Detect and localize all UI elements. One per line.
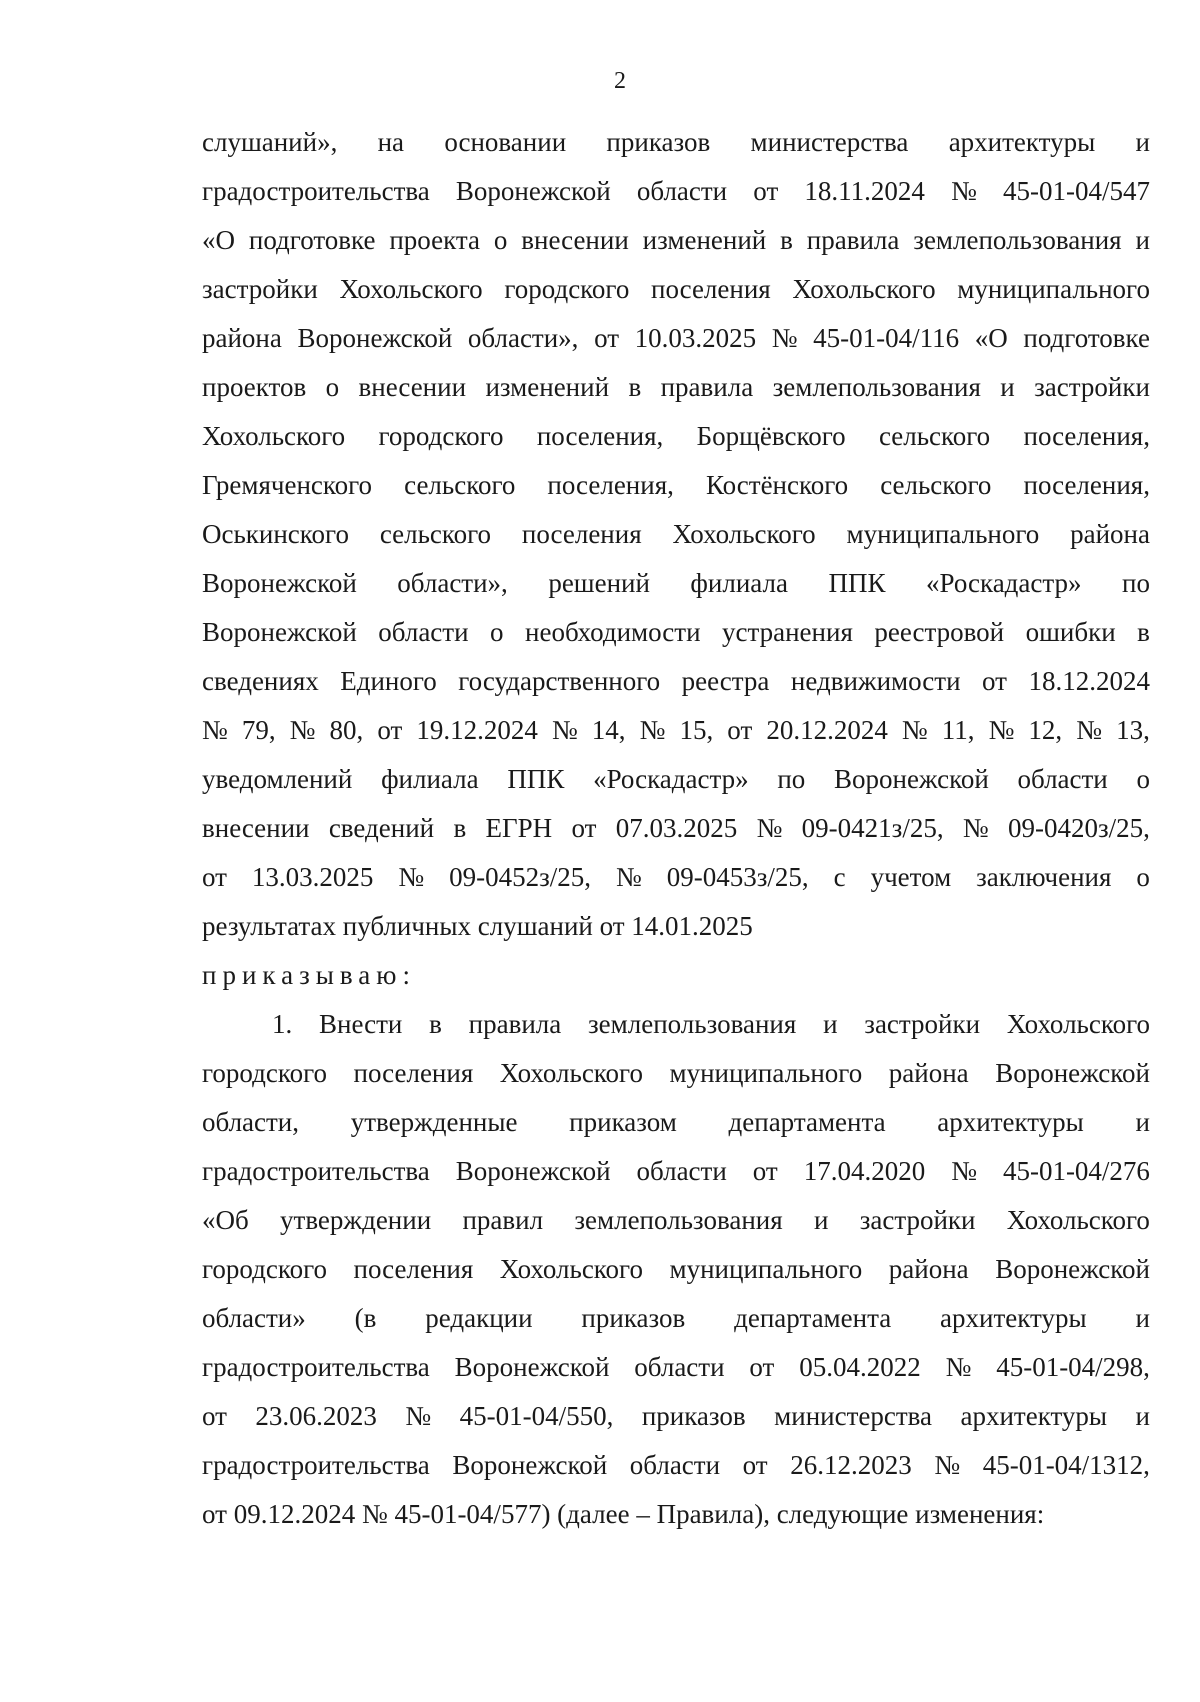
word: поселения bbox=[521, 519, 642, 549]
word: правила bbox=[468, 1009, 562, 1039]
text-line bbox=[202, 265, 1150, 314]
word: 13.03.2025 bbox=[251, 862, 374, 892]
word: Воронежской bbox=[202, 568, 357, 598]
word: градостроительства bbox=[202, 1450, 430, 1480]
text-line bbox=[202, 1049, 1150, 1098]
text-line bbox=[202, 1098, 1150, 1147]
word: ошибки bbox=[1025, 617, 1116, 647]
word: № bbox=[988, 715, 1015, 745]
word: Хохольского bbox=[792, 274, 936, 304]
word: ППК bbox=[828, 568, 886, 598]
word: № bbox=[616, 862, 642, 892]
word: 09-0453з/25, bbox=[666, 862, 809, 892]
word: о bbox=[325, 372, 340, 402]
word: изменений bbox=[485, 372, 610, 402]
word: 45-01-04/276 bbox=[1002, 1156, 1150, 1186]
document-body bbox=[202, 118, 1150, 1539]
word: 26.12.2023 bbox=[790, 1450, 912, 1480]
text-line-last: результатах публичных слушаний от 14.01.2025 bbox=[202, 911, 753, 941]
paragraph-basis bbox=[202, 118, 1150, 951]
word: о bbox=[490, 617, 504, 647]
word: (в bbox=[354, 1303, 377, 1333]
word: ЕГРН bbox=[485, 813, 553, 843]
word: реестра bbox=[681, 666, 770, 696]
word: основании bbox=[444, 127, 567, 157]
word: Воронежской bbox=[995, 1058, 1150, 1088]
word: приказов bbox=[581, 1303, 686, 1333]
word: архитектуры bbox=[960, 1401, 1108, 1431]
word: 1. bbox=[272, 1009, 293, 1039]
word: района bbox=[1070, 519, 1150, 549]
text-line bbox=[202, 706, 1150, 755]
text-line bbox=[202, 853, 1150, 902]
word: «Об bbox=[202, 1205, 249, 1235]
word: 13, bbox=[1116, 715, 1150, 745]
word: о bbox=[1136, 764, 1150, 794]
word: поселения bbox=[651, 274, 771, 304]
word: градостроительства bbox=[202, 1156, 430, 1186]
word: от bbox=[982, 666, 1007, 696]
word: 20.12.2024 bbox=[766, 715, 888, 745]
word: области, bbox=[202, 1107, 300, 1137]
word: землепользования bbox=[772, 372, 981, 402]
word: № bbox=[951, 176, 977, 206]
word: проектов bbox=[202, 372, 307, 402]
word: Хохольского bbox=[672, 519, 816, 549]
word: застройки bbox=[864, 1009, 981, 1039]
word: департамента bbox=[728, 1107, 886, 1137]
text-line bbox=[202, 804, 1150, 853]
word: 09-0420з/25, bbox=[1008, 813, 1150, 843]
word: и bbox=[1000, 372, 1015, 402]
word: приказов bbox=[606, 127, 711, 157]
word: с bbox=[833, 862, 846, 892]
word: 09-0452з/25, bbox=[449, 862, 592, 892]
word: государственного bbox=[458, 666, 661, 696]
word: сельского bbox=[404, 470, 516, 500]
word: внесении bbox=[358, 372, 467, 402]
word: № bbox=[771, 323, 798, 353]
word: поселения, bbox=[1023, 421, 1150, 451]
text-line bbox=[202, 363, 1150, 412]
word: района bbox=[202, 323, 282, 353]
word: по bbox=[777, 764, 806, 794]
word: 45-01-04/550, bbox=[459, 1401, 614, 1431]
word: от bbox=[749, 1352, 775, 1382]
word: и bbox=[1135, 1107, 1150, 1137]
word: № bbox=[901, 715, 928, 745]
word: № bbox=[756, 813, 783, 843]
word: городского bbox=[504, 274, 630, 304]
text-line bbox=[202, 657, 1150, 706]
word: 15, bbox=[679, 715, 714, 745]
word: и bbox=[823, 1009, 838, 1039]
word: сведений bbox=[328, 813, 435, 843]
word: от bbox=[753, 176, 779, 206]
word: Воронежской bbox=[452, 1450, 608, 1480]
word: изменений bbox=[642, 225, 767, 255]
word: Хохольского bbox=[202, 421, 346, 451]
word: правила bbox=[660, 372, 754, 402]
word: муниципального bbox=[846, 519, 1040, 549]
word: учетом bbox=[870, 862, 952, 892]
word: области bbox=[629, 1450, 721, 1480]
word: о bbox=[493, 225, 508, 255]
word: 09-0421з/25, bbox=[801, 813, 944, 843]
text-line bbox=[202, 461, 1150, 510]
word: уведомлений bbox=[202, 764, 353, 794]
word: и bbox=[813, 1205, 829, 1235]
word: на bbox=[377, 127, 405, 157]
word: 12, bbox=[1028, 715, 1063, 745]
word: филиала bbox=[690, 568, 788, 598]
word: правил bbox=[462, 1205, 544, 1235]
paragraph-item-1 bbox=[202, 1000, 1150, 1539]
word: № bbox=[551, 715, 578, 745]
word: сельского bbox=[880, 470, 992, 500]
text-line bbox=[202, 1392, 1150, 1441]
text-line bbox=[202, 559, 1150, 608]
text-line bbox=[202, 1343, 1150, 1392]
word: от bbox=[202, 1401, 227, 1431]
word: № bbox=[202, 715, 228, 745]
word: «Роскадастр» bbox=[925, 568, 1082, 598]
word: Хохольского bbox=[499, 1254, 643, 1284]
word: городского bbox=[202, 1058, 327, 1088]
text-line-last: от 09.12.2024 № 45-01-04/577) (далее – Правила), следующие изменения: bbox=[202, 1499, 1045, 1529]
word: области bbox=[378, 617, 469, 647]
word: 79, bbox=[241, 715, 276, 745]
word: Воронежской bbox=[833, 764, 989, 794]
text-line bbox=[202, 314, 1150, 363]
word: городского bbox=[378, 421, 504, 451]
word: городского bbox=[202, 1254, 327, 1284]
word: «О bbox=[974, 323, 1008, 353]
text-line bbox=[202, 1245, 1150, 1294]
word: недвижимости bbox=[790, 666, 961, 696]
word: Воронежской bbox=[454, 1352, 610, 1382]
word: от bbox=[377, 715, 403, 745]
word: Единого bbox=[340, 666, 437, 696]
text-line bbox=[202, 1196, 1150, 1245]
word: муниципального bbox=[957, 274, 1150, 304]
word: № bbox=[962, 813, 989, 843]
word: от bbox=[752, 1156, 778, 1186]
word: и bbox=[1135, 225, 1150, 255]
word: слушаний», bbox=[202, 127, 338, 157]
word: градостроительства bbox=[202, 176, 430, 206]
word: 11, bbox=[941, 715, 975, 745]
word: землепользования bbox=[588, 1009, 797, 1039]
word: Хохольского bbox=[499, 1058, 643, 1088]
word: Воронежской bbox=[297, 323, 453, 353]
word: застройки bbox=[1034, 372, 1150, 402]
word: 23.06.2023 bbox=[255, 1401, 377, 1431]
word: 18.11.2024 bbox=[804, 176, 925, 206]
word: сельского bbox=[379, 519, 492, 549]
word: 18.12.2024 bbox=[1028, 666, 1150, 696]
text-line bbox=[202, 216, 1150, 265]
word: от bbox=[594, 323, 620, 353]
word: внесении bbox=[202, 813, 310, 843]
word: филиала bbox=[381, 764, 479, 794]
word: утвержденные bbox=[350, 1107, 518, 1137]
word: внесении bbox=[521, 225, 629, 255]
word: области bbox=[636, 176, 728, 206]
text-line bbox=[202, 755, 1150, 804]
word: сведениях bbox=[202, 666, 319, 696]
page-number: 2 bbox=[614, 68, 626, 94]
word: приказом bbox=[569, 1107, 677, 1137]
word: от bbox=[742, 1450, 768, 1480]
word: 10.03.2025 bbox=[634, 323, 757, 353]
word: № bbox=[405, 1401, 432, 1431]
text-line bbox=[202, 510, 1150, 559]
word: утверждении bbox=[280, 1205, 432, 1235]
text-line bbox=[202, 1441, 1150, 1490]
word: 17.04.2020 bbox=[803, 1156, 926, 1186]
word: решений bbox=[548, 568, 650, 598]
word: 45-01-04/298, bbox=[996, 1352, 1150, 1382]
word: проекта bbox=[389, 225, 480, 255]
word: застройки bbox=[202, 274, 318, 304]
word: поселения, bbox=[536, 421, 664, 451]
word: землепользования bbox=[913, 225, 1122, 255]
word: министерства bbox=[750, 127, 909, 157]
word: сельского bbox=[878, 421, 991, 451]
word: Воронежской bbox=[455, 1156, 611, 1186]
word: Хохольского bbox=[1006, 1009, 1150, 1039]
word: приказов bbox=[641, 1401, 746, 1431]
word: градостроительства bbox=[202, 1352, 430, 1382]
word: реестровой bbox=[874, 617, 1005, 647]
word: и bbox=[1135, 1303, 1150, 1333]
order-word: приказываю: bbox=[202, 960, 416, 990]
word: № bbox=[934, 1450, 961, 1480]
word: района bbox=[888, 1254, 969, 1284]
text-line bbox=[202, 1147, 1150, 1196]
word: департамента bbox=[734, 1303, 892, 1333]
text-line bbox=[202, 167, 1150, 216]
word: Хохольского bbox=[1006, 1205, 1150, 1235]
word: Костёнского bbox=[705, 470, 849, 500]
word: Гремяченского bbox=[202, 470, 373, 500]
word: 45-01-04/1312, bbox=[982, 1450, 1150, 1480]
word: в bbox=[1137, 617, 1150, 647]
word: области», bbox=[467, 323, 579, 353]
word: области bbox=[1017, 764, 1108, 794]
word: устранения bbox=[722, 617, 853, 647]
word: архитектуры bbox=[937, 1107, 1084, 1137]
word: архитектуры bbox=[940, 1303, 1087, 1333]
word: «Роскадастр» bbox=[593, 764, 749, 794]
word: поселения, bbox=[547, 470, 674, 500]
word: 05.04.2022 bbox=[799, 1352, 921, 1382]
word: 45-01-04/547 bbox=[1002, 176, 1150, 206]
word: заключения bbox=[976, 862, 1112, 892]
word: Оськинского bbox=[202, 519, 349, 549]
word: района bbox=[888, 1058, 969, 1088]
word: области» bbox=[202, 1303, 306, 1333]
word: поселения bbox=[353, 1058, 474, 1088]
word: о bbox=[1136, 862, 1150, 892]
word: № bbox=[945, 1352, 972, 1382]
word: необходимости bbox=[525, 617, 701, 647]
word: подготовке bbox=[1023, 323, 1150, 353]
word: в bbox=[628, 372, 642, 402]
word: редакции bbox=[425, 1303, 533, 1333]
word: архитектуры bbox=[948, 127, 1096, 157]
text-line bbox=[202, 118, 1150, 167]
word: Воронежской bbox=[202, 617, 357, 647]
word: Воронежской bbox=[995, 1254, 1150, 1284]
word: муниципального bbox=[669, 1058, 863, 1088]
word: № bbox=[639, 715, 666, 745]
word: области bbox=[634, 1352, 725, 1382]
word: и bbox=[1135, 127, 1150, 157]
word: Воронежской bbox=[455, 176, 611, 206]
word: министерства bbox=[774, 1401, 933, 1431]
word: № bbox=[289, 715, 316, 745]
word: 19.12.2024 bbox=[416, 715, 538, 745]
word: Внести bbox=[319, 1009, 403, 1039]
word: 07.03.2025 bbox=[615, 813, 738, 843]
word: № bbox=[398, 862, 425, 892]
word: в bbox=[453, 813, 467, 843]
word: от bbox=[202, 862, 227, 892]
text-line bbox=[202, 412, 1150, 461]
word: № bbox=[1076, 715, 1103, 745]
text-line bbox=[202, 608, 1150, 657]
word: и bbox=[1135, 1401, 1150, 1431]
word: в bbox=[780, 225, 793, 255]
word: землепользования bbox=[574, 1205, 783, 1235]
text-line-first bbox=[202, 1000, 1150, 1049]
word: от bbox=[571, 813, 597, 843]
word: 14, bbox=[591, 715, 626, 745]
word: в bbox=[429, 1009, 442, 1039]
word: Хохольского bbox=[339, 274, 483, 304]
word: «О bbox=[202, 225, 235, 255]
word: Борщёвского bbox=[696, 421, 846, 451]
word: правила bbox=[806, 225, 900, 255]
word: 45-01-04/116 bbox=[813, 323, 960, 353]
word: по bbox=[1122, 568, 1150, 598]
word: муниципального bbox=[669, 1254, 863, 1284]
word: подготовке bbox=[248, 225, 376, 255]
word: поселения, bbox=[1023, 470, 1150, 500]
text-line bbox=[202, 1294, 1150, 1343]
word: поселения bbox=[353, 1254, 474, 1284]
word: № bbox=[951, 1156, 977, 1186]
word: застройки bbox=[859, 1205, 976, 1235]
word: 80, bbox=[329, 715, 364, 745]
word: области», bbox=[397, 568, 508, 598]
word: области bbox=[636, 1156, 727, 1186]
word: ППК bbox=[507, 764, 565, 794]
word: от bbox=[727, 715, 753, 745]
